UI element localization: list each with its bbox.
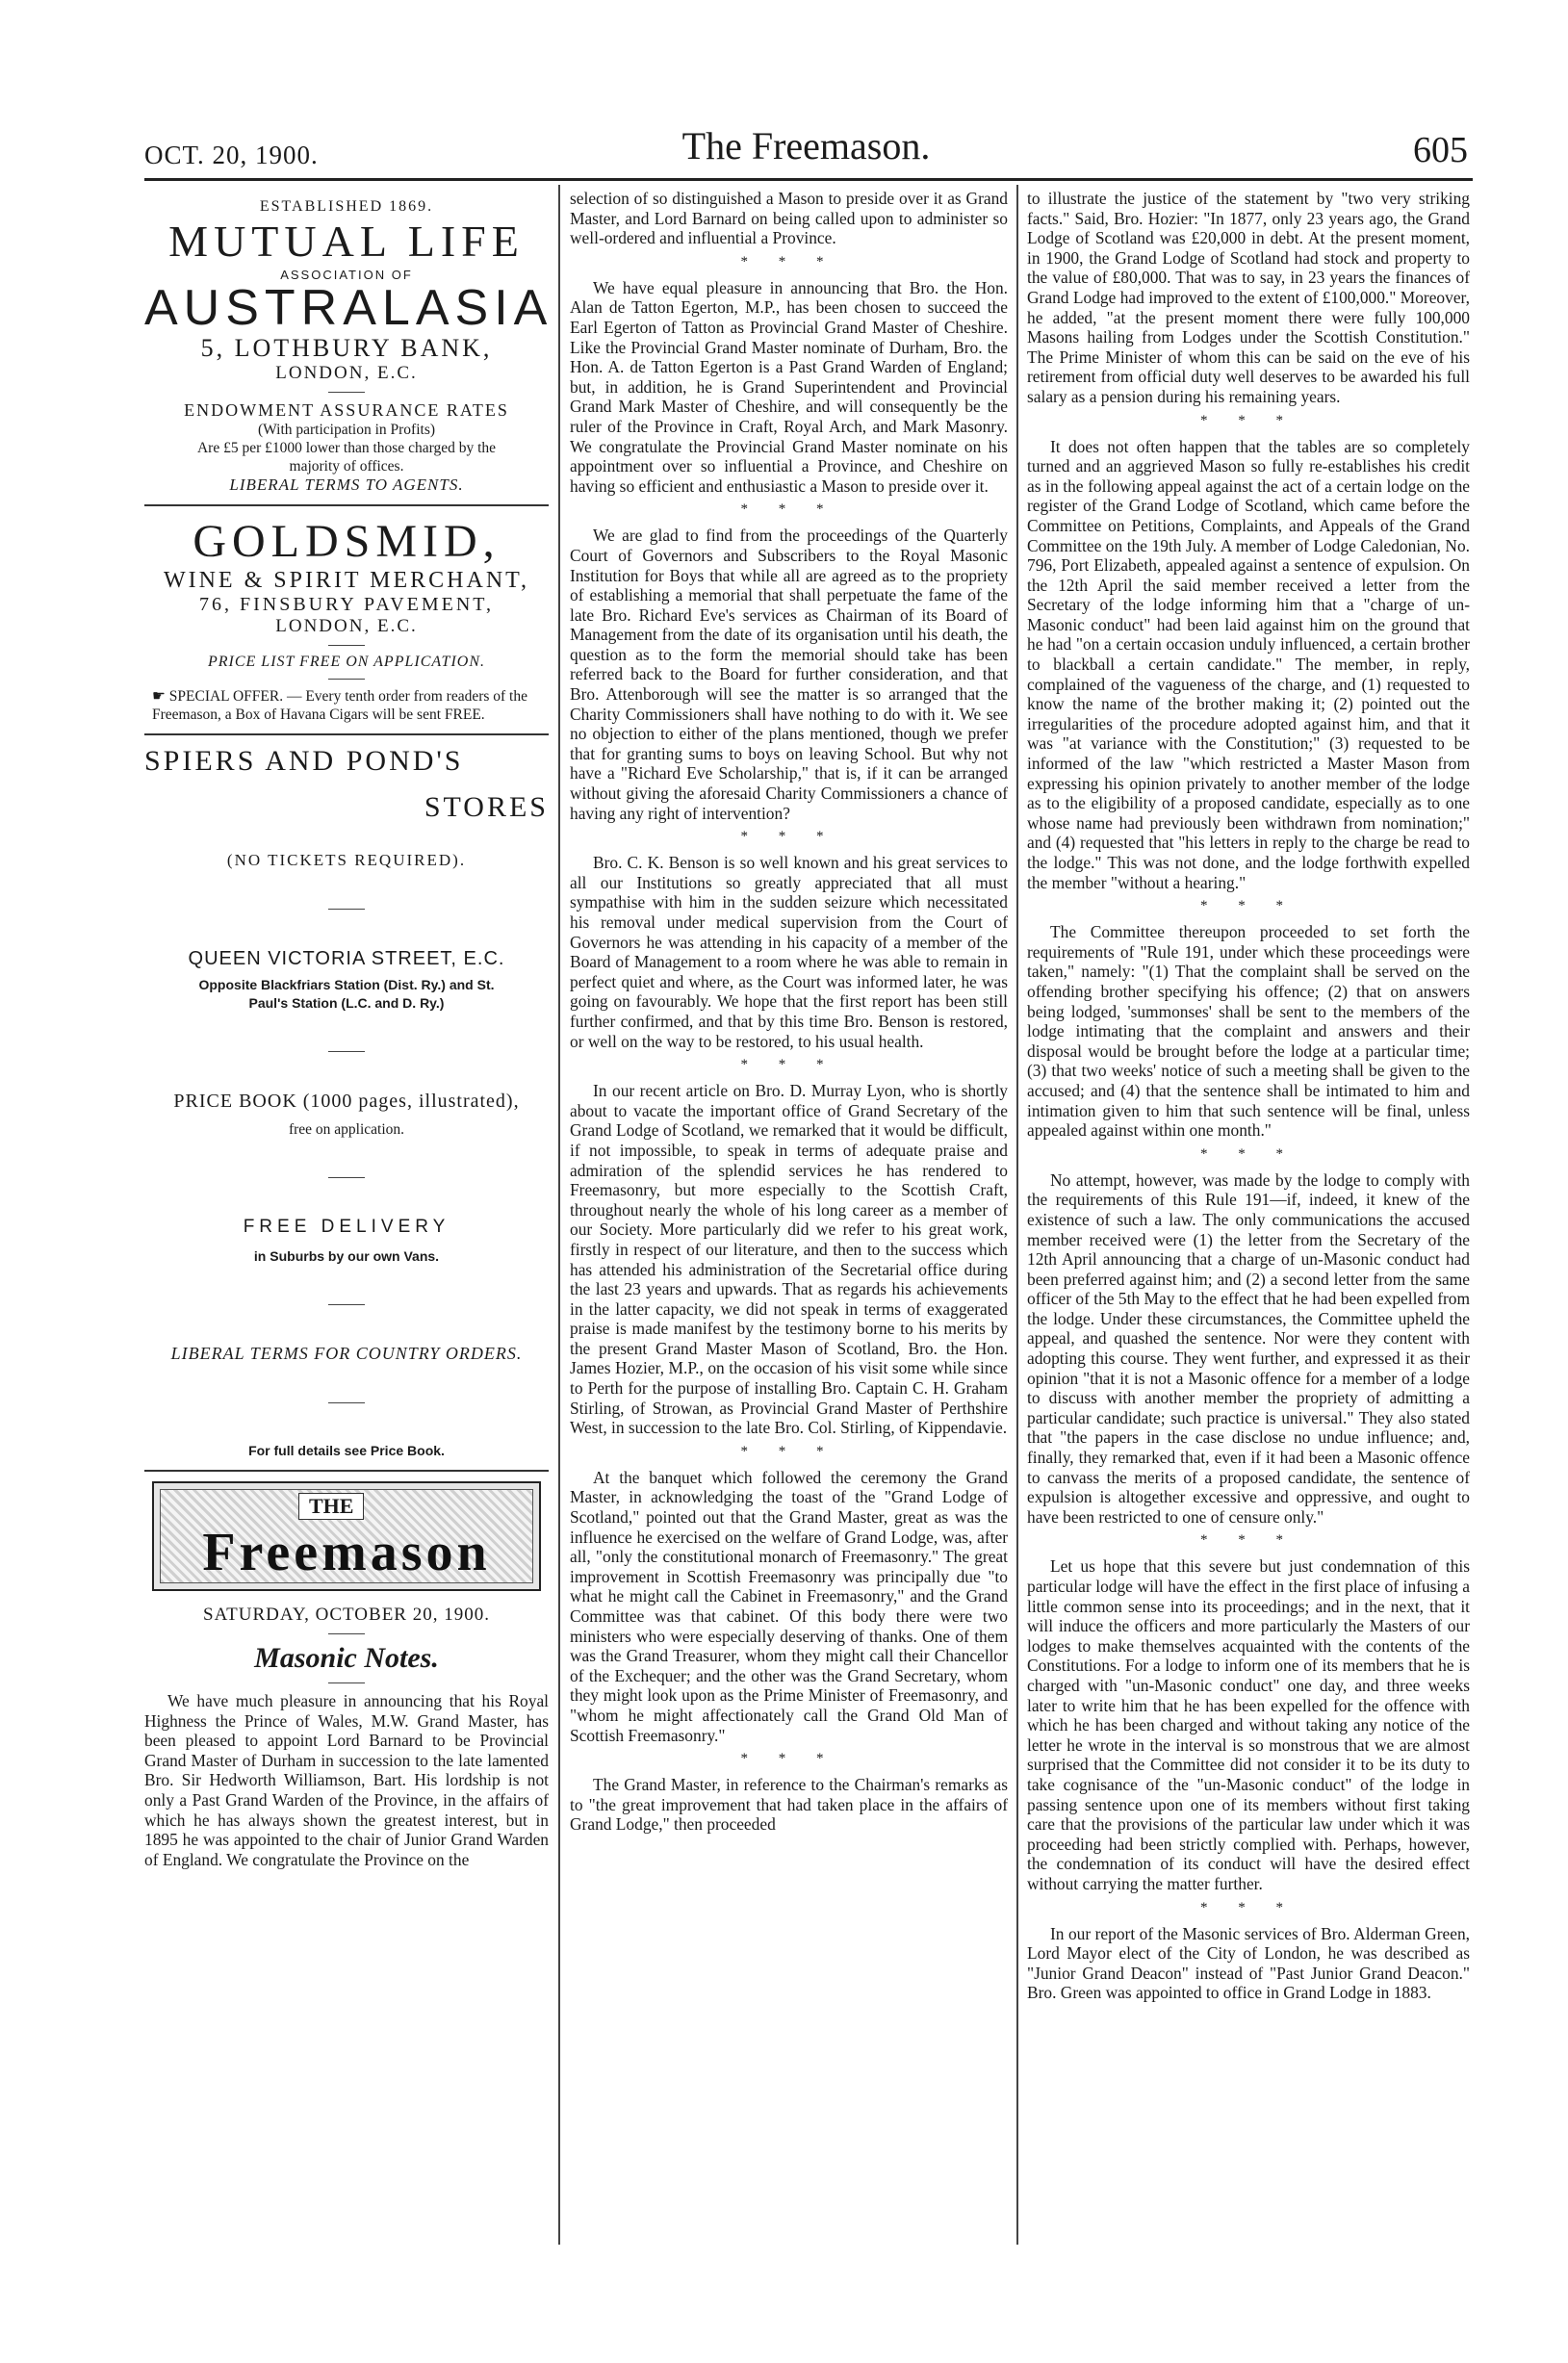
full-details: For full details see Price Book. xyxy=(248,1443,445,1458)
article-paragraph: It does not often happen that the tables are so completely turned and an aggrieved Mason so fully re-establishes his credit as in the following appeal against the act of a certain lodge on the register of the Grand Lodge of Scotland, which came before the Committee on Petitions, Complaints, and Appeals of the Grand Committee on the 19th July. A member of Lodge Caledonian, No. 796, Port Elizabeth, appealed against a sentence of expulsion. On the 12th April the said member received a letter from the Secretary of the lodge informing him that a "charge of un-Masonic conduct" had been laid against him on the ground that he had "on a certain occasion unduly influenced, a certain brother to blackball a certain candidate." The member, in reply, complained of the vagueness of the charge, and (1) requested to know the name of the brother making it; (2) pointed out the irregularities of the procedure adopted against him, and that it was "at variance with the Constitution;" (3) requested to be informed of the law "which restricted a Master Mason from expressing his opinion privately to another member of the lodge as to the eligibility of a proposed candidate, especially as to one whose name had previously been withdrawn from nomination;" and (4) requested that "his letters in reply to the charge be read to the lodge." This was not done, and the lodge forthwith expelled the member "without a hearing." xyxy=(1027,436,1470,892)
pointing-hand-icon: ☛ xyxy=(152,688,169,705)
separator xyxy=(328,1304,365,1305)
masthead-title: The Freemason. xyxy=(681,124,931,167)
free-on-application: free on application. xyxy=(288,1121,405,1138)
saturday-date: SATURDAY, OCTOBER 20, 1900. xyxy=(203,1605,490,1625)
section-stars: * * * xyxy=(1200,1532,1297,1549)
separator xyxy=(328,1051,365,1052)
article-paragraph: Let us hope that this severe but just condemnation of this particular lodge will have the effect in the first place of infusing a little common sense into its proceedings; and in the next, that it will induce the officers and more particularly the Masters of our lodges to make themselves acquainted with the contents of the Constitutions. For a lodge to inform one of its members that he is charged with "un-Masonic conduct" one day, and three weeks later to write him that he has been expelled for the offence with which he has been charged and without taking any notice of the letter he wrote in the interval is so monstrous that we are almost surprised that the Committee did not consider it to be its duty to take cognisance of the "un-Masonic conduct" of the lodge in passing sentence upon one of its members without first taking care that the provisions of the particular law under which it was proceeding had been strictly complied with. Perhaps, however, the condemnation of its conduct will have the desired effect without carrying the matter further. xyxy=(1027,1556,1470,1893)
section-stars: * * * xyxy=(740,1751,837,1767)
header-rule xyxy=(144,178,1473,181)
article-paragraph: In our report of the Masonic services of Bro. Alderman Green, Lord Mayor elect of the City of London, he was described as "Junior Grand Deacon" instead of "Past Junior Grand Deacon." Bro. Green was appointed to office in Grand Lodge in 1883. xyxy=(1027,1923,1470,2003)
stores-heading: STORES xyxy=(424,791,549,823)
lothbury-address: 5, LOTHBURY BANK, xyxy=(200,334,493,362)
station-note: Opposite Blackfriars Station (Dist. Ry.) and St. Paul's Station (L.C. and D. Ry.) xyxy=(198,977,495,1011)
wine-merchant: WINE & SPIRIT MERCHANT, xyxy=(163,568,530,593)
article-paragraph: The Grand Master, in reference to the Chairman's remarks as to "the great improvement that had taken place in the affairs of Grand Lodge," then proceeded xyxy=(570,1775,1008,1835)
article-paragraph: Bro. C. K. Benson is so well known and his great services to all our Institutions so greatly appreciated that all must sympathise with him in the sudden seizure which necessitated his removal under medical supervision from the Court of Governors he was attending in his capacity of a member of the Board of Management to a room where he was able to remain in perfect quiet and where, as the Court was informed later, he was going on favourably. We hope that the first report has been still further confirmed, and that by this time Bro. Benson is restored, or well on the way to be restored, to his usual health. xyxy=(570,853,1008,1051)
article-paragraph: We are glad to find from the proceedings of the Quarterly Court of Governors and Subscribers to the Royal Masonic Institution for Boys that while all are agreed as to the propriety of establishing a memorial that shall perpetuate the fame of the late Bro. Richard Eve's services as Chairman of its Board of Management from the date of its organisation until his death, the question as to the form the memorial should take has been referred back to the Board for further consideration, and that Bro. Attenborough will see the matter is so arranged that the Charity Commissioners shall have nothing to do with it. We see no objection to either of the plans mentioned, though we prefer that for granting sums to boys on leaving School. But why not have a "Richard Eve Scholarship," that is, if it can be arranged without giving the aforesaid Charity Commissioners a chance of having any right of intervention? xyxy=(570,526,1008,823)
article-paragraph: We have much pleasure in announcing that his Royal Highness the Prince of Wales, M.W. Grand Master, has been pleased to appoint Lord Barnard to be Provincial Grand Master of Durham in succession to the late lamented Bro. Sir Hedworth Williamson, Bart. His lordship is not only a Past Grand Warden of the Province, in the affairs of which he has always shown the greatest interest, but in 1895 he was appointed to the chair of Junior Grand Warden of England. We congratulate the Province on the xyxy=(144,1691,549,1869)
australasia-heading: AUSTRALASIA xyxy=(144,280,553,336)
section-stars: * * * xyxy=(740,829,837,845)
freemason-title-logo xyxy=(152,1481,541,1591)
page-number: 605 xyxy=(1413,130,1468,170)
section-stars: * * * xyxy=(740,253,837,270)
ad-divider xyxy=(144,1470,549,1472)
established-line: ESTABLISHED 1869. xyxy=(259,198,434,215)
issue-date: OCT. 20, 1900. xyxy=(144,141,319,169)
separator xyxy=(328,1177,365,1178)
section-stars: * * * xyxy=(740,1443,837,1459)
article-paragraph: No attempt, however, was made by the lodge to comply with the requirements of this Rule 191—if, indeed, it knew of the existence of such a law. The only communications the accused member received were (1) the letter from the Secretary of the 12th April announcing that a charge of un-Masonic conduct had been preferred against him; and (2) a second letter from the same officer of the 5th May to the effect that he had been expelled from the lodge. Under these circumstances, the Committee upheld the appeal, and quashed the sentence. Nor were they content with adopting this course. They went further, and expressed it as their opinion "that it is not a Masonic offence for a member of a lodge to discuss with another member the propriety of admitting a particular candidate; such practice is universal." They also stated that "the papers in the case disclose no undue influence; and, finally, they remarked that, even if it had been a Masonic offence to canvass the merits of a proposed candidate, the sentence of expulsion is altogether excessive and oppressive, and ought to have been restricted to one of censure only." xyxy=(1027,1169,1470,1527)
section-stars: * * * xyxy=(740,501,837,518)
separator xyxy=(328,679,365,680)
article-paragraph: At the banquet which followed the ceremony the Grand Master, in acknowledging the toast of the "Grand Lodge of Scotland," pointed out that the Grand Master, great as was the influence he exercised on the welfare of Grand Lodge, was, after all, "only the constitutional monarch of Freemasonry." The great improvement in Scottish Freemasonry was principally due "to what he might call the Cabinet in Freemasonry," and the Grand Committee was that cabinet. Of this body there were two ministers who were especially deserving of thanks. One of them was the Grand Treasurer, whom they might call their Chancellor of the Exchequer; and the other was the Grand Secretary, whom they might look upon as the Prime Minister of Freemasonry, and "whom he might affectionately call the Grand Old Man of Scottish Freemasonry." xyxy=(570,1467,1008,1745)
column-divider-2 xyxy=(1016,185,1018,2245)
association-of: ASSOCIATION OF xyxy=(280,268,413,282)
spiers-pond-heading: SPIERS AND POND'S xyxy=(144,745,464,777)
masonic-notes-heading: Masonic Notes. xyxy=(254,1642,439,1674)
article-paragraph: In our recent article on Bro. D. Murray Lyon, who is shortly about to vacate the important office of Grand Secretary of the Grand Lodge of Scotland, we remarked that it would be difficult, if not impossible, to speak in terms of adequate praise and admiration of the splendid services he has rendered to Freemasonry, but more especially to the Scottish Craft, throughout nearly the whole of his long career as a member of our Society. More particularly did we refer to his great work, firstly in respect of our literature, and then to the success which has attended his administration of the Secretarial office during the last 23 years and upwards. That as regards his achievements in the latter capacity, we did not speak in terms of exaggerated praise is made manifest by the testimony borne to his merits by the present Grand Master Mason of Scotland, Bro. the Hon. James Hozier, M.P., on the occasion of his visit some while since to Perth for the purpose of installing Bro. Captain C. H. Graham Stirling, of Strowan, as Provincial Grand Master of Perthshire West, in succession to the late Bro. Col. Stirling, of Kippendavie. xyxy=(570,1081,1008,1438)
separator xyxy=(328,1402,365,1403)
no-tickets-required: (NO TICKETS REQUIRED). xyxy=(226,851,467,869)
mutual-life-heading: MUTUAL LIFE xyxy=(168,217,525,266)
separator xyxy=(328,909,365,910)
finsbury-city: LONDON, E.C. xyxy=(275,616,418,636)
rates-note: Are £5 per £1000 lower than those charged by the majority of offices. xyxy=(196,440,497,475)
right-column xyxy=(1027,189,1470,2009)
queen-victoria-street: QUEEN VICTORIA STREET, E.C. xyxy=(188,948,505,969)
middle-column xyxy=(570,189,1008,1840)
separator xyxy=(328,392,365,393)
section-stars: * * * xyxy=(1200,898,1297,914)
section-stars: * * * xyxy=(740,1057,837,1073)
section-stars: * * * xyxy=(1200,412,1297,428)
lothbury-city: LONDON, E.C. xyxy=(275,363,418,383)
article-paragraph: We have equal pleasure in announcing that Bro. the Hon. Alan de Tatton Egerton, M.P., has been chosen to succeed the Earl Egerton of Tatton as Provincial Grand Master of Cheshire. Like the Provincial Grand Master nominate of Durham, Bro. the Hon. A. de Tatton Egerton is a Past Grand Warden of England; but, in addition, he is Grand Superintendent and Provincial Grand Mark Master of Cheshire, and will consequently be the ruler of the Province in Craft, Royal Arch, and Mark Masonry. We congratulate the Provincial Grand Master nominate on his appointment over so influential a Province, and Cheshire on having so efficient and enthusiastic a Mason to preside over it. xyxy=(570,277,1008,496)
special-offer-text: SPECIAL OFFER. — Every tenth order from readers of the Freemason, a Box of Havana Cigars will be sent FREE. xyxy=(152,688,527,723)
page-header xyxy=(144,123,1468,177)
section-stars: * * * xyxy=(1200,1899,1297,1915)
article-paragraph: selection of so distinguished a Mason to preside over it as Grand Master, and Lord Barnard on being called upon to administer so well-ordered and influential a Province. xyxy=(570,189,1008,248)
endowment-rates: ENDOWMENT ASSURANCE RATES xyxy=(184,400,509,420)
ad-divider xyxy=(144,504,549,506)
price-list-free: PRICE LIST FREE ON APPLICATION. xyxy=(207,654,486,670)
article-paragraph: to illustrate the justice of the statement by "two very striking facts." Said, Bro. Hozier: "In 1877, only 23 years ago, the Grand Lodge of Scotland was £20,000 in debt. At the present moment, in 1900, the Grand Lodge of Scotland had stock and property to the value of £80,000. That was to say, in 23 years the finances of Grand Lodge had improved to the extent of £100,000." Moreover, he added, "at the present moment there were fully 100,000 Masons hailing from Lodges under the Scottish Constitution." The Prime Minister of whom this can be said on the eve of his retirement from official duty well deserves to be awarded his full salary as a pension during his remaining years. xyxy=(1027,189,1470,406)
price-book: PRICE BOOK (1000 pages, illustrated), xyxy=(173,1091,520,1112)
country-orders: LIBERAL TERMS FOR COUNTRY ORDERS. xyxy=(170,1344,523,1363)
left-column xyxy=(144,189,553,1875)
separator xyxy=(328,645,365,646)
free-delivery: FREE DELIVERY xyxy=(243,1217,450,1237)
separator xyxy=(328,1682,365,1683)
goldsmid-heading: GOLDSMID, xyxy=(193,516,501,567)
participation-note: (With participation in Profits) xyxy=(257,422,436,438)
separator xyxy=(328,1633,365,1634)
suburbs-vans: in Suburbs by our own Vans. xyxy=(253,1248,440,1264)
ad-divider xyxy=(144,733,549,735)
column-divider-1 xyxy=(558,185,560,2245)
special-offer xyxy=(144,687,549,724)
liberal-terms-agents: LIBERAL TERMS TO AGENTS. xyxy=(229,475,464,494)
logo-name: Freemason xyxy=(202,1523,491,1582)
logo-the: THE xyxy=(298,1493,364,1520)
section-stars: * * * xyxy=(1200,1145,1297,1162)
article-paragraph: The Committee thereupon proceeded to set forth the requirements of "Rule 191, under which these proceedings were taken," namely: "(1) That the complaint shall be served on the offending brother specifying his offence; (2) that on answers being lodged, 'summonses' shall be sent to the members of the lodge intimating that the complaint and answers and their disposal would be brought before the lodge at a particular time; (3) that two weeks' notice of such a meeting shall be given to the accused; and (4) that the sentence shall be intimated to him and intimation given to him that such sentence will be final, unless appealed against within one month." xyxy=(1027,922,1470,1141)
finsbury-address: 76, FINSBURY PAVEMENT, xyxy=(198,594,495,615)
